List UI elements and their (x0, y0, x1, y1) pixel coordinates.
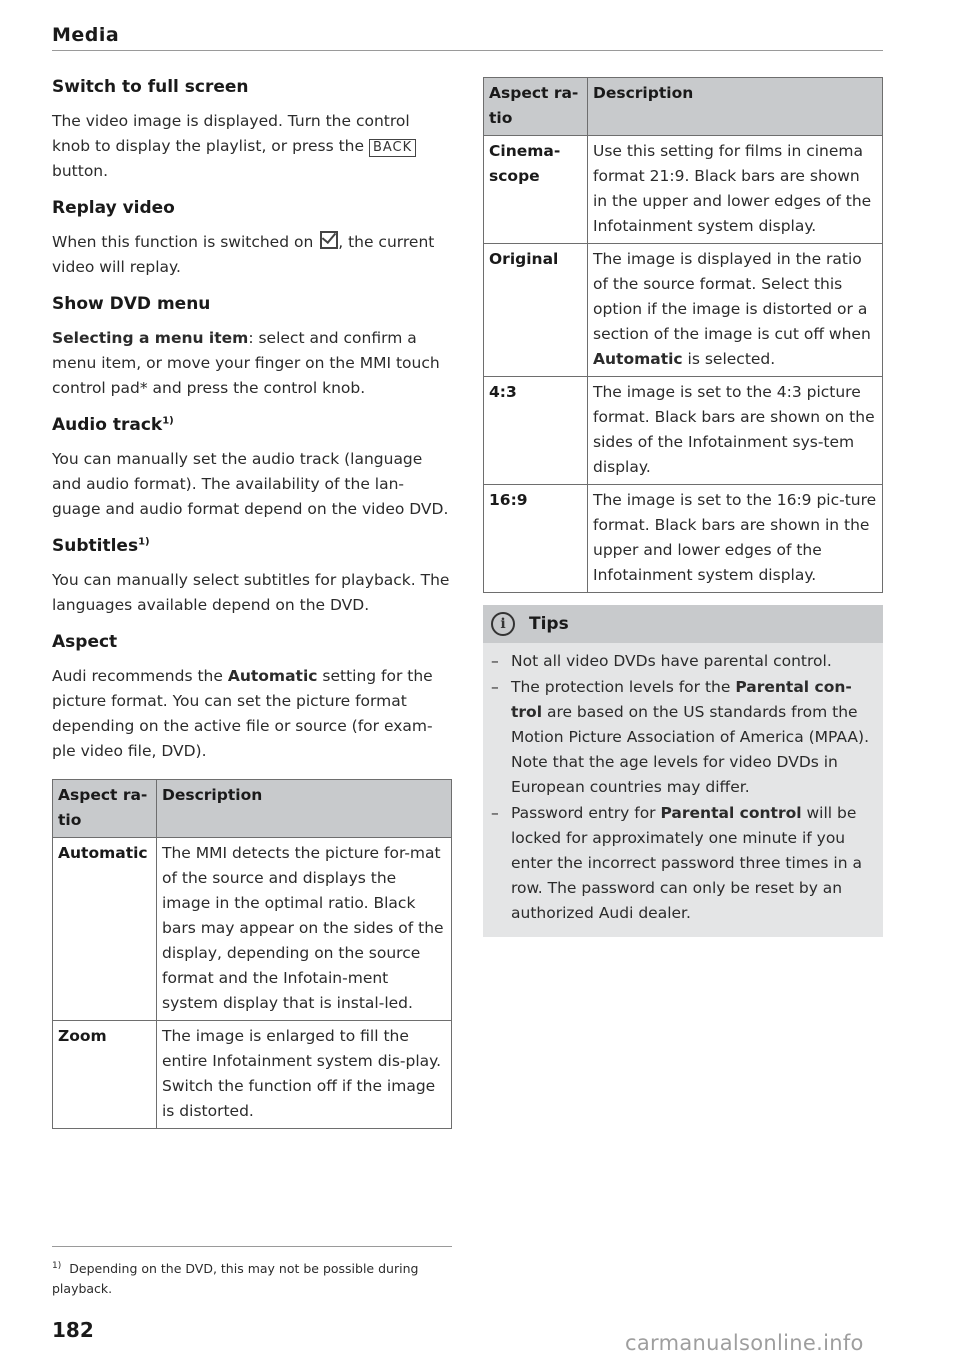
heading-aspect: Aspect (52, 632, 118, 652)
table-header-cell: Description (157, 780, 452, 838)
footnote-ref: 1) (138, 536, 150, 548)
table-header-cell: Description (588, 78, 883, 136)
aspect-ratio-table-right (483, 77, 883, 593)
table-row (53, 1021, 452, 1129)
table-header-row (484, 78, 883, 136)
list-item: – The protection levels for the Parental con-trol are based on the US standards from the Motion Picture Association of America (MPAA). Note that the age levels for video DVDs in European countries may differ. (491, 675, 869, 800)
table-term: 16:9 (484, 485, 588, 593)
footnote-text: Depending on the DVD, this may not be possible during playback. (52, 1261, 419, 1297)
text-replay-video: When this function is switched on , the current video will replay. (52, 233, 435, 276)
left-column (52, 72, 452, 1129)
right-column (483, 77, 883, 937)
table-desc: The image is enlarged to fill the entire Infotainment system dis-play. Switch the function off if the image is distorted. (157, 1021, 452, 1129)
table-term: Original (484, 244, 588, 377)
heading-subtitles: Subtitles$^{1)}$ (52, 536, 150, 556)
tips-title: Tips (529, 614, 569, 634)
watermark: carmanualsonline.info (625, 1331, 864, 1355)
table-header-row (53, 780, 452, 838)
table-row (53, 838, 452, 1021)
footnote-ref: 1) (162, 415, 174, 427)
text-subtitles: You can manually select subtitles for playback. The languages available depend on the DVD. (52, 571, 450, 614)
tips-list (483, 643, 883, 937)
heading-audio-track: Audio track$^{1)}$ (52, 415, 174, 435)
table-row (484, 485, 883, 593)
list-item: – Not all video DVDs have parental control. (491, 649, 869, 674)
table-row (484, 136, 883, 244)
tips-header (483, 605, 883, 643)
table-header-cell: Aspect ra-tio (484, 78, 588, 136)
table-term: Zoom (53, 1021, 157, 1129)
table-desc: Use this setting for films in cinema format 21:9. Black bars are shown in the upper and lower edges of the Infotainment system display. (588, 136, 883, 244)
heading-dvd-menu: Show DVD menu (52, 294, 211, 314)
table-desc: The image is displayed in the ratio of the source format. Select this option if the image is distorted or a section of the image is cut off when Automatic is selected. (588, 244, 883, 377)
table-row (484, 377, 883, 485)
aspect-ratio-table-left (52, 779, 452, 1129)
info-icon: i (491, 612, 515, 636)
list-item: – Password entry for Parental control will be locked for approximately one minute if you enter the incorrect password three times in a row. The password can only be reset by an authorized Audi dealer. (491, 801, 869, 926)
page-number: 182 (52, 1318, 94, 1342)
text-dvd-menu: Selecting a menu item: select and confirm a menu item, or move your finger on the MMI touch control pad* and press the control knob. (52, 329, 440, 397)
page-header (52, 24, 883, 51)
table-term: Cinema-scope (484, 136, 588, 244)
section-title: Media (52, 24, 120, 46)
table-desc: The image is set to the 4:3 picture format. Black bars are shown on the sides of the Infotainment sys-tem display. (588, 377, 883, 485)
table-header-cell: Aspect ra-tio (53, 780, 157, 838)
footnote-divider (52, 1246, 452, 1247)
text-aspect: Audi recommends the Automatic setting for the picture format. You can set the picture format depending on the active file or source (for exam-ple video file, DVD). (52, 667, 433, 760)
text-full-screen: The video image is displayed. Turn the control knob to display the playlist, or press the BACK button. (52, 109, 452, 184)
footnote (52, 1256, 442, 1299)
checkbox-checked-icon (320, 231, 338, 249)
tips-box (483, 605, 883, 937)
heading-full-screen: Switch to full screen (52, 77, 249, 97)
footnote-mark: 1) (52, 1261, 62, 1271)
table-row (484, 244, 883, 377)
table-desc: The image is set to the 16:9 pic-ture format. Black bars are shown in the upper and lower edges of the Infotainment system display. (588, 485, 883, 593)
table-desc: The MMI detects the picture for-mat of the source and displays the image in the optimal ratio. Black bars may appear on the sides of the display, depending on the source format and the Infotain-ment system display that is instal-led. (157, 838, 452, 1021)
back-key-label: BACK (369, 139, 416, 157)
heading-replay-video: Replay video (52, 198, 175, 218)
table-term: 4:3 (484, 377, 588, 485)
text-audio-track: You can manually set the audio track (language and audio format). The availability of the lan-guage and audio format depend on the video DVD. (52, 450, 449, 518)
table-term: Automatic (53, 838, 157, 1021)
